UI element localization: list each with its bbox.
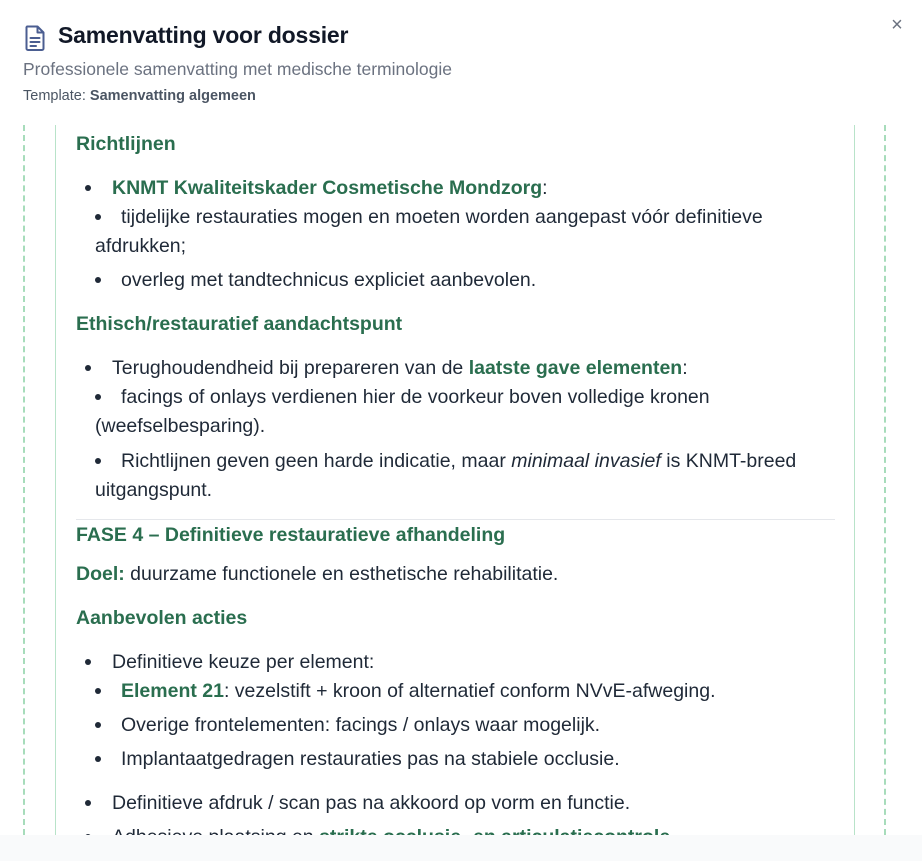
summary-scroll-area[interactable] <box>0 125 922 835</box>
close-icon: × <box>891 14 903 36</box>
template-line <box>23 88 256 104</box>
list-item: Overige frontelementen: facings / onlays waar mogelijk. <box>121 714 601 736</box>
modal-title: Samenvatting voor dossier <box>58 22 349 48</box>
template-value: Samenvatting algemeen <box>89 88 256 104</box>
section-heading-acties: Aanbevolen acties <box>76 607 248 629</box>
document-icon <box>24 25 46 51</box>
list-item: Definitieve keuze per element: <box>112 651 375 673</box>
list-item: tijdelijke restauraties mogen en moeten worden aangepast vóór definitieve <box>121 206 763 228</box>
bullet <box>95 688 101 694</box>
bullet <box>85 659 91 665</box>
list-item: facings of onlays verdienen hier de voorkeur boven volledige kronen <box>121 386 710 408</box>
content-border-right <box>854 125 855 835</box>
close-button[interactable] <box>886 14 908 36</box>
list-item: Terughoudendheid bij prepareren van de laatste gave elementen: <box>112 357 688 379</box>
phase-heading: FASE 4 – Definitieve restauratieve afhandeling <box>76 524 506 546</box>
section-heading-richtlijnen: Richtlijnen <box>76 133 176 155</box>
modal-header <box>0 0 922 125</box>
bullet <box>95 458 101 464</box>
list-item-continuation: (weefselbesparing). <box>95 415 266 437</box>
bullet <box>85 800 91 806</box>
list-item-continuation: uitgangspunt. <box>95 479 213 501</box>
list-item-continuation: afdrukken; <box>95 235 187 257</box>
content-border-left <box>55 125 56 835</box>
list-item: Richtlijnen geven geen harde indicatie, maar minimaal invasief is KNMT-breed <box>121 450 797 472</box>
modal-footer <box>0 835 922 861</box>
section-heading-ethisch: Ethisch/restauratief aandachtspunt <box>76 313 403 335</box>
list-item: Element 21: vezelstift + kroon of alternatief conform NVvE-afweging. <box>121 680 716 702</box>
bullet <box>95 214 101 220</box>
section-divider <box>76 519 835 520</box>
list-item: Implantaatgedragen restauraties pas na stabiele occlusie. <box>121 748 620 770</box>
bullet <box>85 365 91 371</box>
list-item: KNMT Kwaliteitskader Cosmetische Mondzorg: <box>112 177 548 199</box>
bullet <box>95 756 101 762</box>
bullet <box>85 185 91 191</box>
dashed-border-left <box>23 125 25 835</box>
goal-line: Doel: duurzame functionele en esthetische rehabilitatie. <box>76 563 559 585</box>
list-item: Definitieve afdruk / scan pas na akkoord op vorm en functie. <box>112 792 631 814</box>
dashed-border-right <box>884 125 886 835</box>
bullet <box>95 277 101 283</box>
modal-subtitle: Professionele samenvatting met medische terminologie <box>23 59 452 79</box>
bullet <box>95 394 101 400</box>
template-label: Template: <box>23 88 86 104</box>
bullet <box>95 722 101 728</box>
list-item: overleg met tandtechnicus expliciet aanbevolen. <box>121 269 537 291</box>
